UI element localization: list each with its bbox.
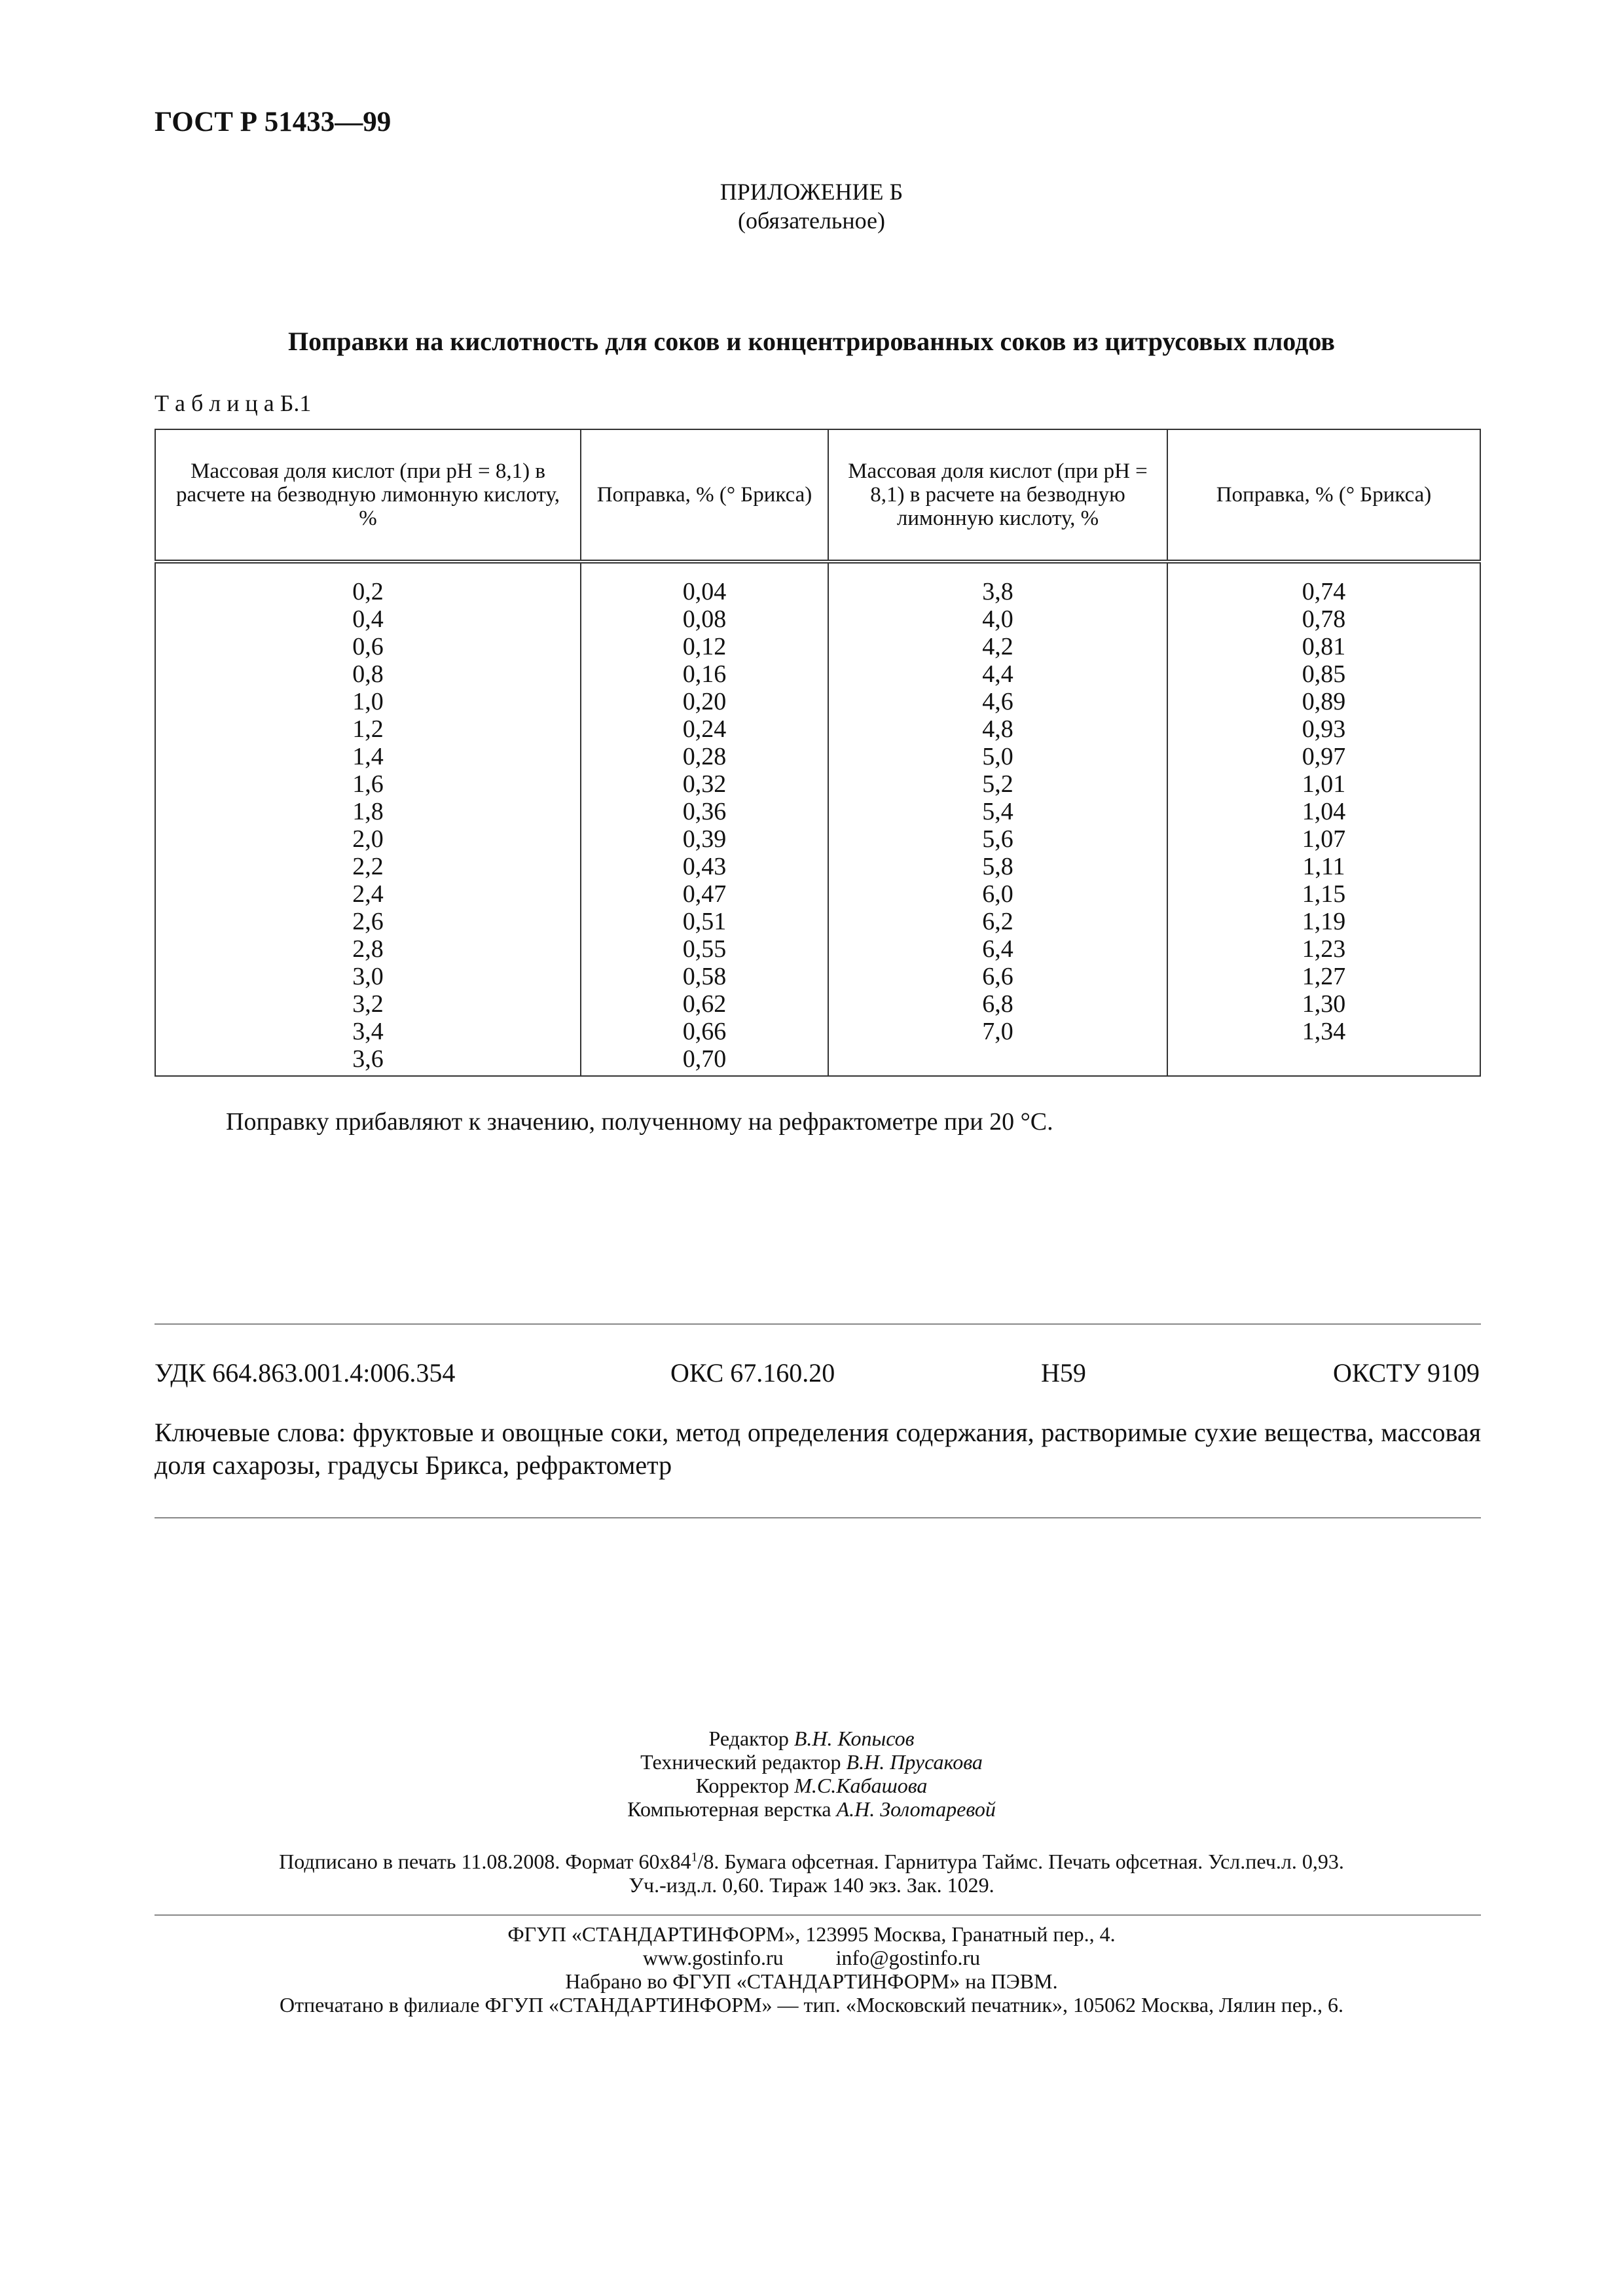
publisher-address: ФГУП «СТАНДАРТИНФОРМ», 123995 Москва, Гранатный пер., 4.	[507, 1922, 1116, 1946]
table-cell: 0,47	[682, 880, 727, 908]
table-cell: 0,20	[682, 688, 727, 715]
header-acid-fraction-1: Массовая доля кислот (при рН = 8,1) в расчете на безводную лимонную кислоту, %	[155, 429, 581, 562]
table-cell: 5,4	[982, 798, 1013, 825]
credit-corrector	[0, 1774, 1623, 1798]
column-correction-2	[1167, 562, 1480, 1076]
table-cell: 7,0	[982, 1018, 1013, 1045]
table-cell: 0,2	[352, 578, 384, 605]
divider	[155, 1323, 1481, 1325]
column-correction-1	[581, 562, 828, 1076]
header-correction-1: Поправка, % (° Брикса)	[581, 429, 828, 562]
table-cell: 6,6	[982, 963, 1013, 990]
print-info-text: /8. Бумага офсетная. Гарнитура Таймс. Печать офсетная. Усл.печ.л. 0,93.	[697, 1850, 1344, 1873]
table-cell: 5,8	[982, 853, 1013, 880]
table-cell: 2,2	[352, 853, 384, 880]
credit-name: А.Н. Золотаревой	[836, 1797, 996, 1821]
table-cell: 4,2	[982, 633, 1013, 660]
print-info-line: Уч.-изд.л. 0,60. Тираж 140 экз. Зак. 1029.	[629, 1873, 994, 1897]
publisher-printed: Отпечатано в филиале ФГУП «СТАНДАРТИНФОРМ» — тип. «Московский печатник», 105062 Москва, Лялин пер., 6.	[279, 1993, 1344, 2017]
table-cell: 3,8	[982, 578, 1013, 605]
credit-name: В.Н. Копысов	[793, 1727, 915, 1750]
table-cell: 0,04	[682, 578, 727, 605]
table-cell: 3,4	[352, 1018, 384, 1045]
print-info-line	[0, 1850, 1623, 1874]
table-cell: 0,4	[352, 605, 384, 633]
table-cell: 0,81	[1302, 633, 1346, 660]
divider	[155, 1517, 1481, 1518]
okstu-code: ОКСТУ 9109	[1332, 1358, 1480, 1388]
column-acid-fraction-1	[155, 562, 581, 1076]
table-cell: 1,2	[352, 715, 384, 743]
correction-table	[155, 429, 1481, 1077]
table-cell: 3,6	[352, 1045, 384, 1073]
credit-role: Технический редактор	[640, 1750, 841, 1774]
credit-name: В.Н. Прусакова	[846, 1750, 983, 1774]
table-cell: 1,34	[1302, 1018, 1346, 1045]
table-cell: 1,30	[1302, 990, 1346, 1018]
oks-code: ОКС 67.160.20	[670, 1358, 835, 1388]
table-body-row	[155, 562, 1480, 1076]
table-cell: 0,32	[682, 770, 727, 798]
credit-role: Корректор	[695, 1774, 790, 1797]
header-correction-2: Поправка, % (° Брикса)	[1167, 429, 1480, 562]
table-cell: 3,2	[352, 990, 384, 1018]
table-cell: 0,36	[682, 798, 727, 825]
table-cell: 0,6	[352, 633, 384, 660]
credit-layout	[0, 1797, 1623, 1821]
table-cell: 0,24	[682, 715, 727, 743]
table-cell: 0,66	[682, 1018, 727, 1045]
table-cell: 0,70	[682, 1045, 727, 1073]
column-acid-fraction-2	[828, 562, 1167, 1076]
table-cell: 0,93	[1302, 715, 1346, 743]
table-cell: 3,0	[352, 963, 384, 990]
credit-editor	[0, 1727, 1623, 1751]
table-cell: 4,6	[982, 688, 1013, 715]
table-cell: 2,6	[352, 908, 384, 935]
table-caption: Т а б л и ц а Б.1	[155, 390, 312, 416]
table-cell: 0,8	[352, 660, 384, 688]
publisher-email[interactable]: info@gostinfo.ru	[835, 1946, 981, 1969]
table-cell: 1,27	[1302, 963, 1346, 990]
table-cell: 1,04	[1302, 798, 1346, 825]
document-code: ГОСТ Р 51433—99	[155, 107, 392, 137]
table-cell: 6,4	[982, 935, 1013, 963]
credit-tech-editor	[0, 1750, 1623, 1774]
table-cell: 5,6	[982, 825, 1013, 853]
table-cell: 0,55	[682, 935, 727, 963]
table-cell: 6,0	[982, 880, 1013, 908]
table-note: Поправку прибавляют к значению, полученному на рефрактометре при 20 °С.	[226, 1108, 1053, 1136]
table-cell: 0,39	[682, 825, 727, 853]
table-cell: 2,0	[352, 825, 384, 853]
table-cell: 6,8	[982, 990, 1013, 1018]
table-cell: 1,8	[352, 798, 384, 825]
table-cell: 0,58	[682, 963, 727, 990]
credit-role: Компьютерная верстка	[627, 1797, 831, 1821]
table-cell: 1,15	[1302, 880, 1346, 908]
table-cell: 0,85	[1302, 660, 1346, 688]
table-cell: 0,78	[1302, 605, 1346, 633]
table-cell: 4,0	[982, 605, 1013, 633]
table-cell: 0,97	[1302, 743, 1346, 770]
table-cell: 1,6	[352, 770, 384, 798]
credit-role: Редактор	[708, 1727, 789, 1750]
publisher-typeset: Набрано во ФГУП «СТАНДАРТИНФОРМ» на ПЭВМ.	[565, 1969, 1058, 1993]
table-cell: 0,62	[682, 990, 727, 1018]
table-cell: 1,07	[1302, 825, 1346, 853]
table-header-row	[155, 429, 1480, 562]
group-code: Н59	[1041, 1358, 1086, 1388]
table-cell: 5,0	[982, 743, 1013, 770]
table-cell: 0,89	[1302, 688, 1346, 715]
table-cell: 0,16	[682, 660, 727, 688]
table-cell: 1,01	[1302, 770, 1346, 798]
table-cell: 1,4	[352, 743, 384, 770]
table-cell: 0,51	[682, 908, 727, 935]
appendix-status: (обязательное)	[738, 207, 885, 234]
table-cell: 1,11	[1302, 853, 1345, 880]
format-superscript: 1	[691, 1850, 698, 1865]
table-cell: 2,8	[352, 935, 384, 963]
table-cell: 0,28	[682, 743, 727, 770]
table-cell: 1,19	[1302, 908, 1346, 935]
divider	[155, 1914, 1481, 1916]
keywords: Ключевые слова: фруктовые и овощные соки, метод определения содержания, растворимые сухие вещества, массовая доля сахарозы, градусы Брикса, рефрактометр	[155, 1418, 1481, 1480]
table-cell: 5,2	[982, 770, 1013, 798]
credit-name: М.С.Кабашова	[794, 1774, 928, 1797]
table-cell: 4,4	[982, 660, 1013, 688]
section-heading: Поправки на кислотность для соков и концентрированных соков из цитрусовых плодов	[288, 327, 1335, 356]
publisher-website[interactable]: www.gostinfo.ru	[642, 1946, 784, 1969]
table-cell: 1,0	[352, 688, 384, 715]
table-cell: 0,12	[682, 633, 727, 660]
table-cell: 0,08	[682, 605, 727, 633]
table-cell: 2,4	[352, 880, 384, 908]
table-cell: 6,2	[982, 908, 1013, 935]
udk-code: УДК 664.863.001.4:006.354	[155, 1358, 456, 1388]
appendix-title: ПРИЛОЖЕНИЕ Б	[720, 179, 903, 205]
table-cell: 1,23	[1302, 935, 1346, 963]
print-info-text: Подписано в печать 11.08.2008. Формат 60х84	[279, 1850, 691, 1873]
table-cell: 4,8	[982, 715, 1013, 743]
header-acid-fraction-2: Массовая доля кислот (при рН = 8,1) в расчете на безводную лимонную кислоту, %	[828, 429, 1167, 562]
table-cell: 0,43	[682, 853, 727, 880]
publisher-contacts	[0, 1946, 1623, 1970]
table-cell: 0,74	[1302, 578, 1346, 605]
